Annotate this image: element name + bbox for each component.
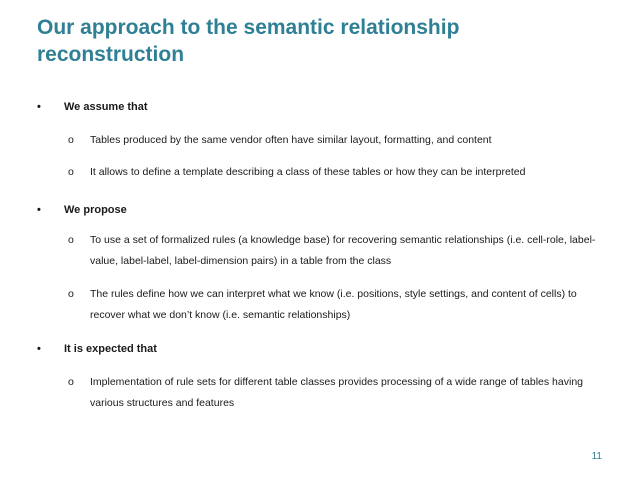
sub-item-text: Tables produced by the same vendor often have similar layout, formatting, and content [90, 134, 492, 146]
sub-item-text: To use a set of formalized rules (a knowledge base) for recovering semantic relationships (i.e. cell-role, label-value, label-label, label-dimension pairs) in a table from the class [90, 234, 596, 267]
bullet-heading: We propose [64, 204, 127, 216]
sub-bullet-icon: o [68, 288, 74, 300]
page-number: 11 [591, 451, 602, 462]
bullet-dot-icon: • [37, 343, 41, 355]
bullet-heading: We assume that [64, 101, 148, 113]
sub-bullet-icon: o [68, 376, 74, 388]
bullet-dot-icon: • [37, 204, 41, 216]
sub-bullet-icon: o [68, 166, 74, 178]
slide-title: Our approach to the semantic relationship reconstruction [37, 16, 460, 66]
sub-bullet-icon: o [68, 234, 74, 246]
sub-item-text: The rules define how we can interpret what we know (i.e. positions, style settings, and content of cells) to recover what we don’t know (i.e. semantic relationships) [90, 288, 577, 321]
sub-item-text: Implementation of rule sets for different table classes provides processing of a wide range of tables having various structures and features [90, 376, 583, 409]
sub-bullet-icon: o [68, 134, 74, 146]
bullet-heading: It is expected that [64, 343, 157, 355]
bullet-dot-icon: • [37, 101, 41, 113]
sub-item-text: It allows to define a template describing a class of these tables or how they can be interpreted [90, 166, 526, 178]
